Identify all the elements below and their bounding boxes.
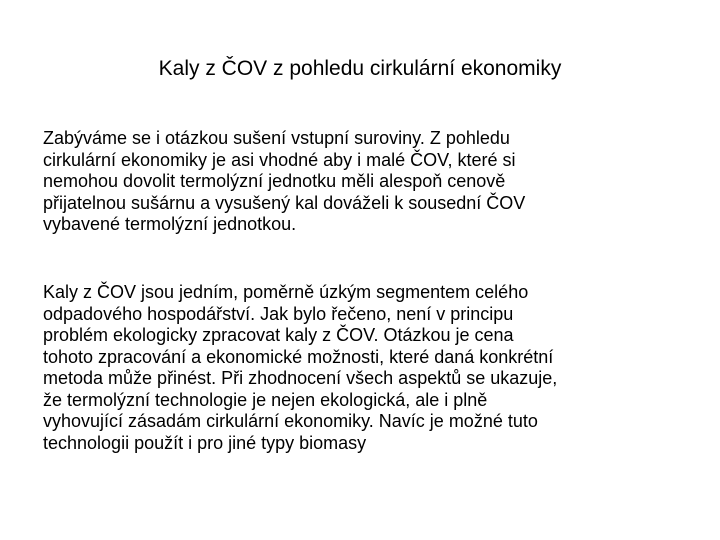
paragraph-line: Kaly z ČOV jsou jedním, poměrně úzkým segmentem celého [43,282,529,302]
paragraph-line: problém ekologicky zpracovat kaly z ČOV. Otázkou je cena [43,325,514,345]
slide-title: Kaly z ČOV z pohledu cirkulární ekonomiky [158,57,562,80]
paragraph-line: vyhovující zásadám cirkulární ekonomiky. Navíc je možné tuto [43,411,538,431]
paragraph-line: metoda může přinést. Při zhodnocení všech aspektů se ukazuje, [43,368,558,388]
paragraph-line: technologii použít i pro jiné typy biomasy [43,432,367,453]
paragraph-line: tohoto zpracování a ekonomické možnosti, které daná konkrétní [43,346,554,367]
paragraph-waste-management [43,282,693,454]
paragraph-line: přijatelnou sušárnu a vysušený kal dováželi k sousední ČOV [43,192,526,213]
paragraph-sludge-drying [43,128,693,236]
paragraph-line: že termolýzní technologie je nejen ekologická, ale i plně [43,389,488,410]
paragraph-line: Zabýváme se i otázkou sušení vstupní suroviny. Z pohledu [43,128,510,148]
paragraph-line: vybavené termolýzní jednotkou. [43,214,297,234]
paragraph-line: nemohou dovolit termolýzní jednotku měli alespoň cenově [43,171,506,191]
paragraph-line: cirkulární ekonomiky je asi vhodné aby i malé ČOV, které si [43,149,516,170]
paragraph-line: odpadového hospodářství. Jak bylo řečeno, není v principu [43,303,514,324]
